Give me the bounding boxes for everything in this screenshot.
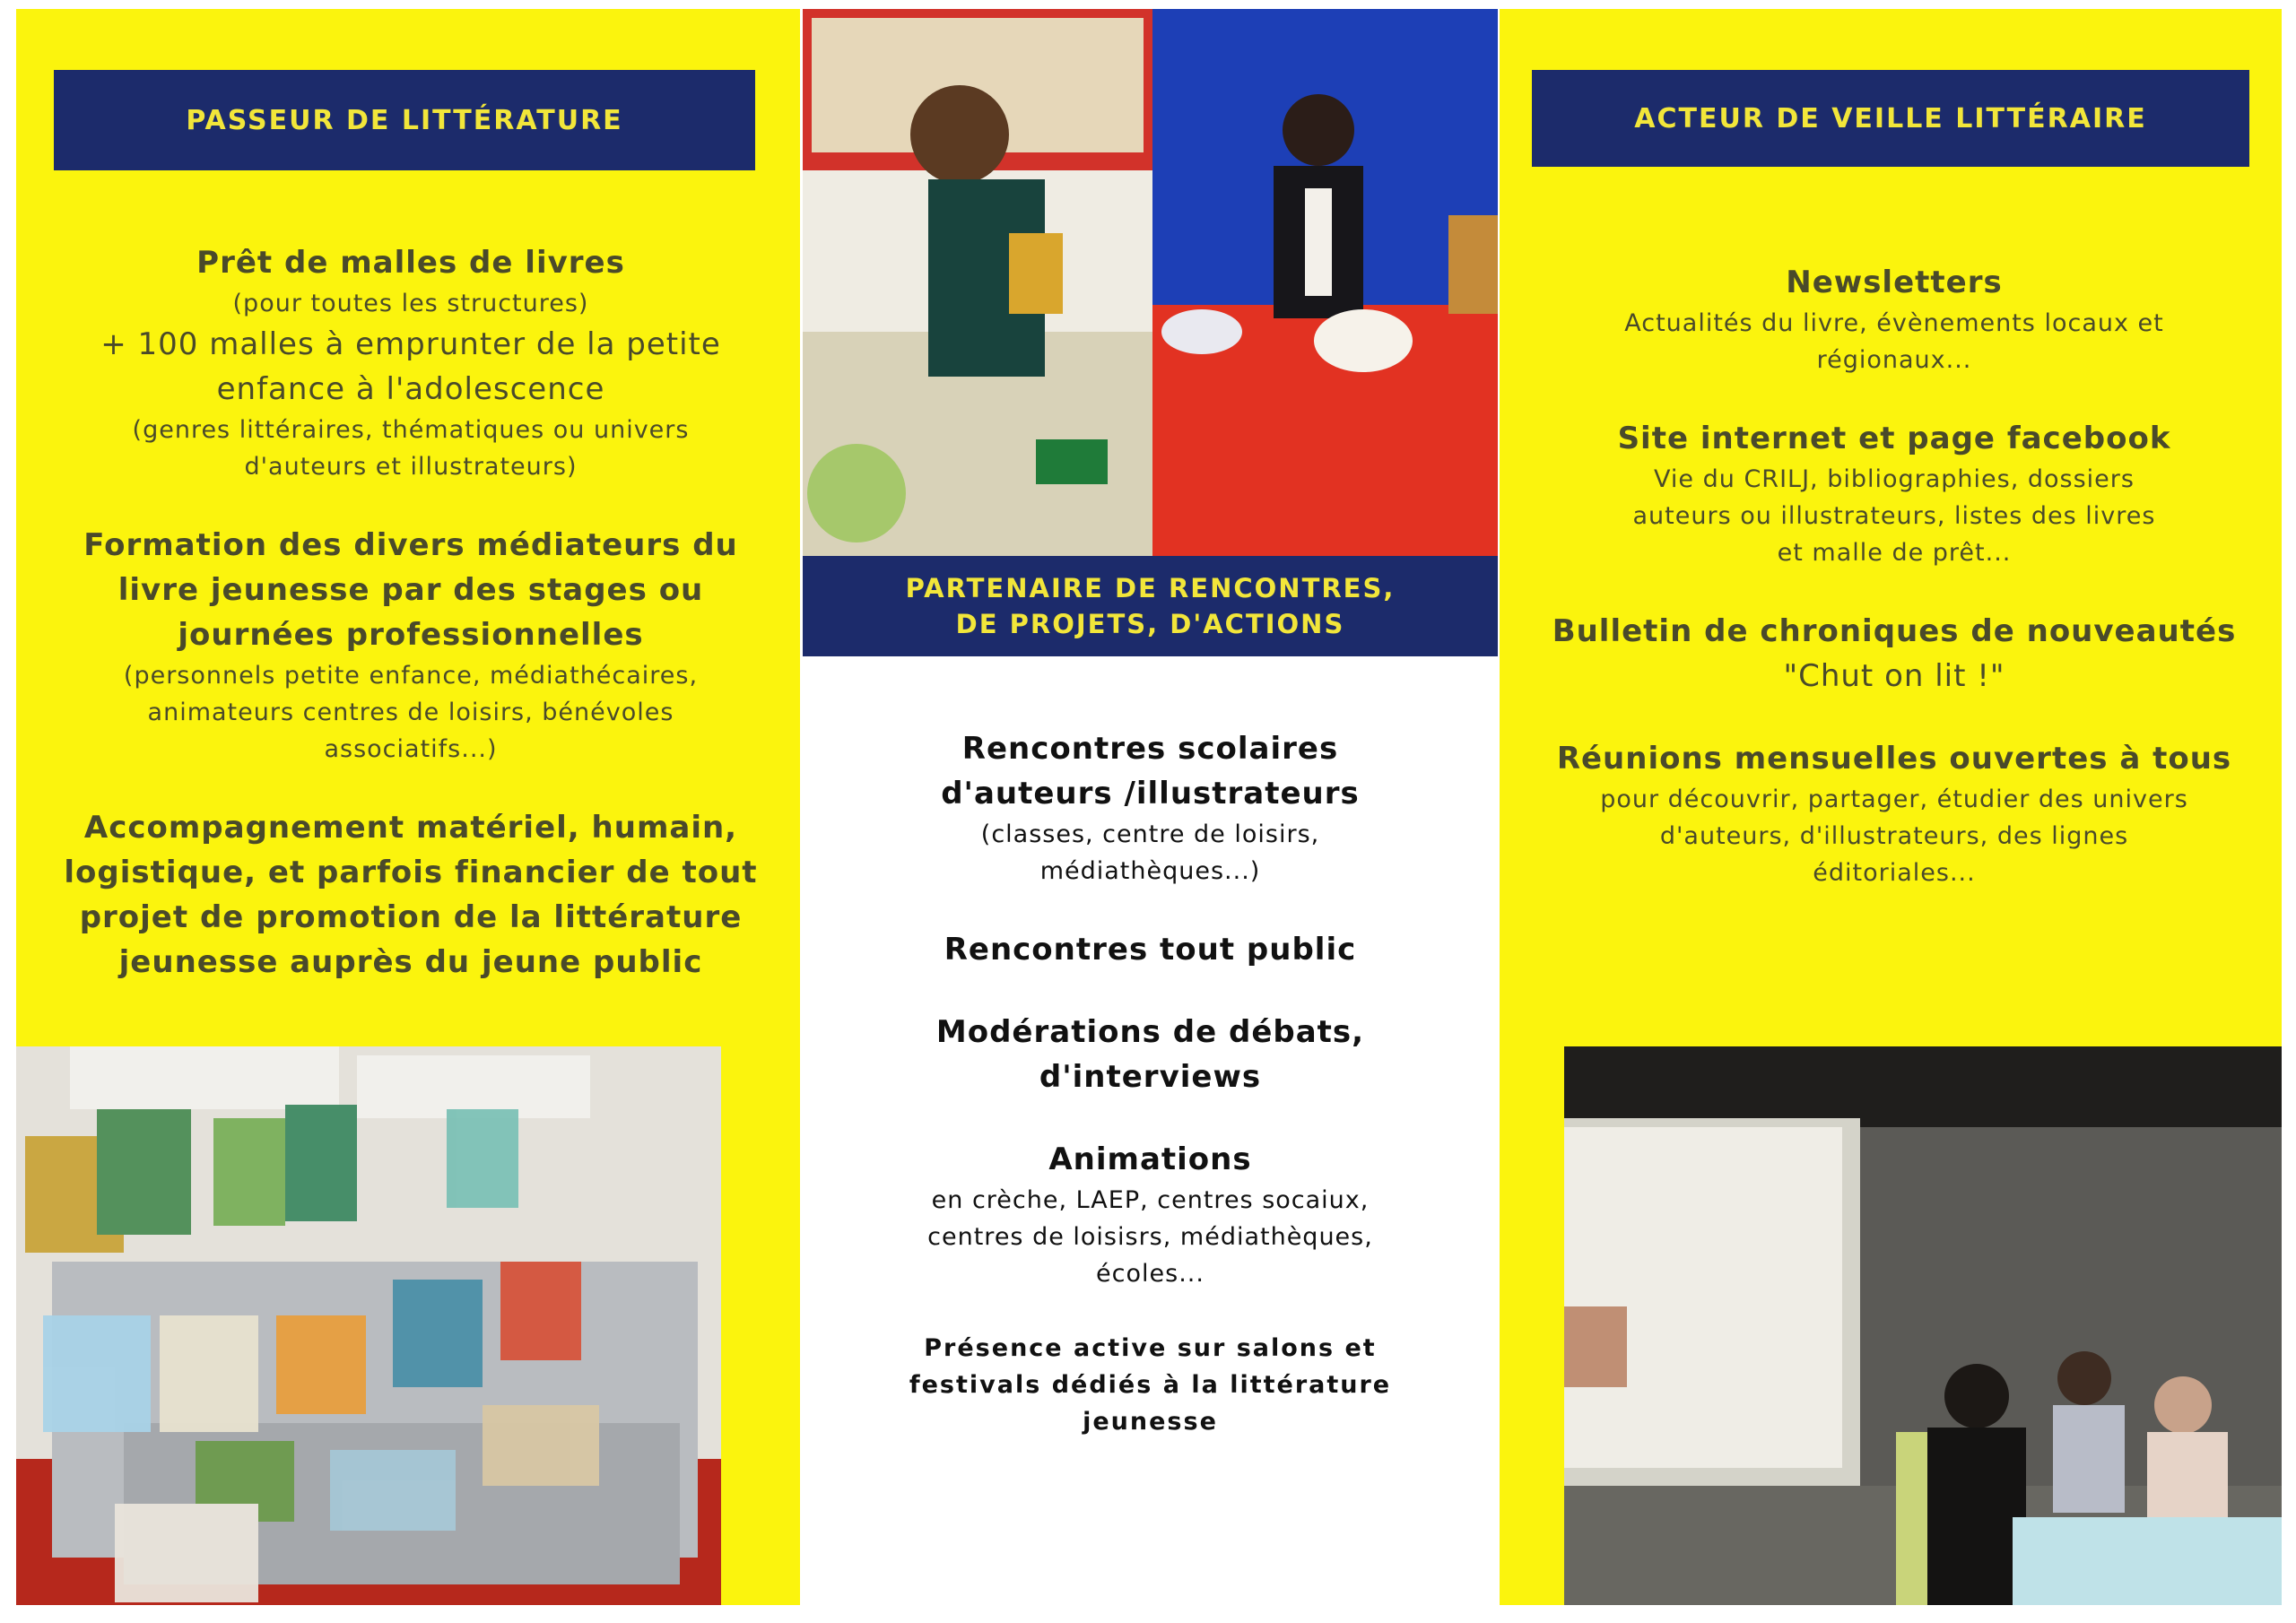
banner-line: PARTENAIRE DE RENCONTRES, bbox=[905, 573, 1396, 603]
subtext: (pour toutes les structures) bbox=[232, 290, 589, 317]
heading-pret-malles: Prêt de malles de livres bbox=[196, 245, 625, 281]
banner-line: DE PROJETS, D'ACTIONS bbox=[955, 609, 1345, 639]
heading-presence: jeunesse bbox=[1083, 1408, 1218, 1436]
heading-rencontres-scolaires: d'auteurs /illustrateurs bbox=[941, 776, 1360, 812]
subtext: régionaux... bbox=[1816, 346, 1972, 374]
subtext: centres de loisisrs, médiathèques, bbox=[927, 1223, 1373, 1251]
heading-accompagnement: logistique, et parfois financier de tout bbox=[64, 855, 758, 890]
subtext: médiathèques...) bbox=[1039, 857, 1261, 885]
left-text bbox=[43, 240, 778, 985]
heading-newsletters: Newsletters bbox=[1786, 265, 2003, 300]
subtext: associatifs...) bbox=[324, 735, 498, 763]
heading-presence: festivals dédiés à la littérature bbox=[909, 1371, 1392, 1399]
text-line: + 100 malles à emprunter de la petite bbox=[100, 326, 721, 362]
right-panel bbox=[1500, 9, 2282, 1605]
text-line: enfance à l'adolescence bbox=[216, 371, 605, 407]
middle-panel bbox=[803, 9, 1498, 1605]
subtext: Vie du CRILJ, bibliographies, dossiers bbox=[1654, 465, 2135, 493]
banner-partenaire bbox=[803, 556, 1498, 656]
subtext: auteurs ou illustrateurs, listes des livres bbox=[1632, 502, 2156, 530]
right-text bbox=[1535, 260, 2253, 891]
subtext: d'auteurs, d'illustrateurs, des lignes bbox=[1659, 822, 2129, 850]
heading-formation: journées professionnelles bbox=[178, 617, 644, 653]
heading-moderations: d'interviews bbox=[1039, 1059, 1262, 1095]
heading-formation: Formation des divers médiateurs du bbox=[83, 527, 738, 563]
heading-bulletin: Bulletin de chroniques de nouveautés bbox=[1552, 613, 2237, 649]
subtext: éditoriales... bbox=[1813, 859, 1976, 887]
books-display-photo bbox=[16, 1046, 721, 1605]
banner-passeur: PASSEUR DE LITTÉRATURE bbox=[54, 70, 755, 170]
subtext: d'auteurs et illustrateurs) bbox=[244, 453, 578, 481]
heading-animations: Animations bbox=[1048, 1141, 1252, 1177]
conference-photo bbox=[1564, 1046, 2282, 1605]
reading-session-photo bbox=[803, 9, 1498, 556]
heading-accompagnement: Accompagnement matériel, humain, bbox=[83, 810, 738, 846]
heading-reunions: Réunions mensuelles ouvertes à tous bbox=[1556, 741, 2232, 777]
subtext: (classes, centre de loisirs, bbox=[980, 820, 1320, 848]
subtext: animateurs centres de loisirs, bénévoles bbox=[147, 699, 674, 726]
subtext: (genres littéraires, thématiques ou univers bbox=[132, 416, 690, 444]
middle-text bbox=[803, 726, 1498, 1440]
heading-accompagnement: jeunesse auprès du jeune public bbox=[118, 944, 703, 980]
subtext: pour découvrir, partager, étudier des univers bbox=[1600, 785, 2188, 813]
heading-rencontres-public: Rencontres tout public bbox=[944, 932, 1357, 968]
heading-formation: livre jeunesse par des stages ou bbox=[117, 572, 704, 608]
heading-accompagnement: projet de promotion de la littérature bbox=[79, 899, 743, 935]
heading-presence: Présence active sur salons et bbox=[924, 1334, 1377, 1362]
text-line: "Chut on lit !" bbox=[1783, 658, 2005, 694]
heading-rencontres-scolaires: Rencontres scolaires bbox=[961, 731, 1339, 767]
left-panel bbox=[16, 9, 800, 1605]
subtext: (personnels petite enfance, médiathécaires, bbox=[123, 662, 699, 690]
subtext: et malle de prêt... bbox=[1777, 539, 2012, 567]
subtext: Actualités du livre, évènements locaux et bbox=[1624, 309, 2164, 337]
subtext: en crèche, LAEP, centres socaiux, bbox=[931, 1186, 1370, 1214]
heading-moderations: Modérations de débats, bbox=[935, 1014, 1365, 1050]
subtext: écoles... bbox=[1096, 1260, 1205, 1288]
heading-site-internet: Site internet et page facebook bbox=[1617, 421, 2171, 456]
banner-acteur-veille: ACTEUR DE VEILLE LITTÉRAIRE bbox=[1532, 70, 2249, 167]
